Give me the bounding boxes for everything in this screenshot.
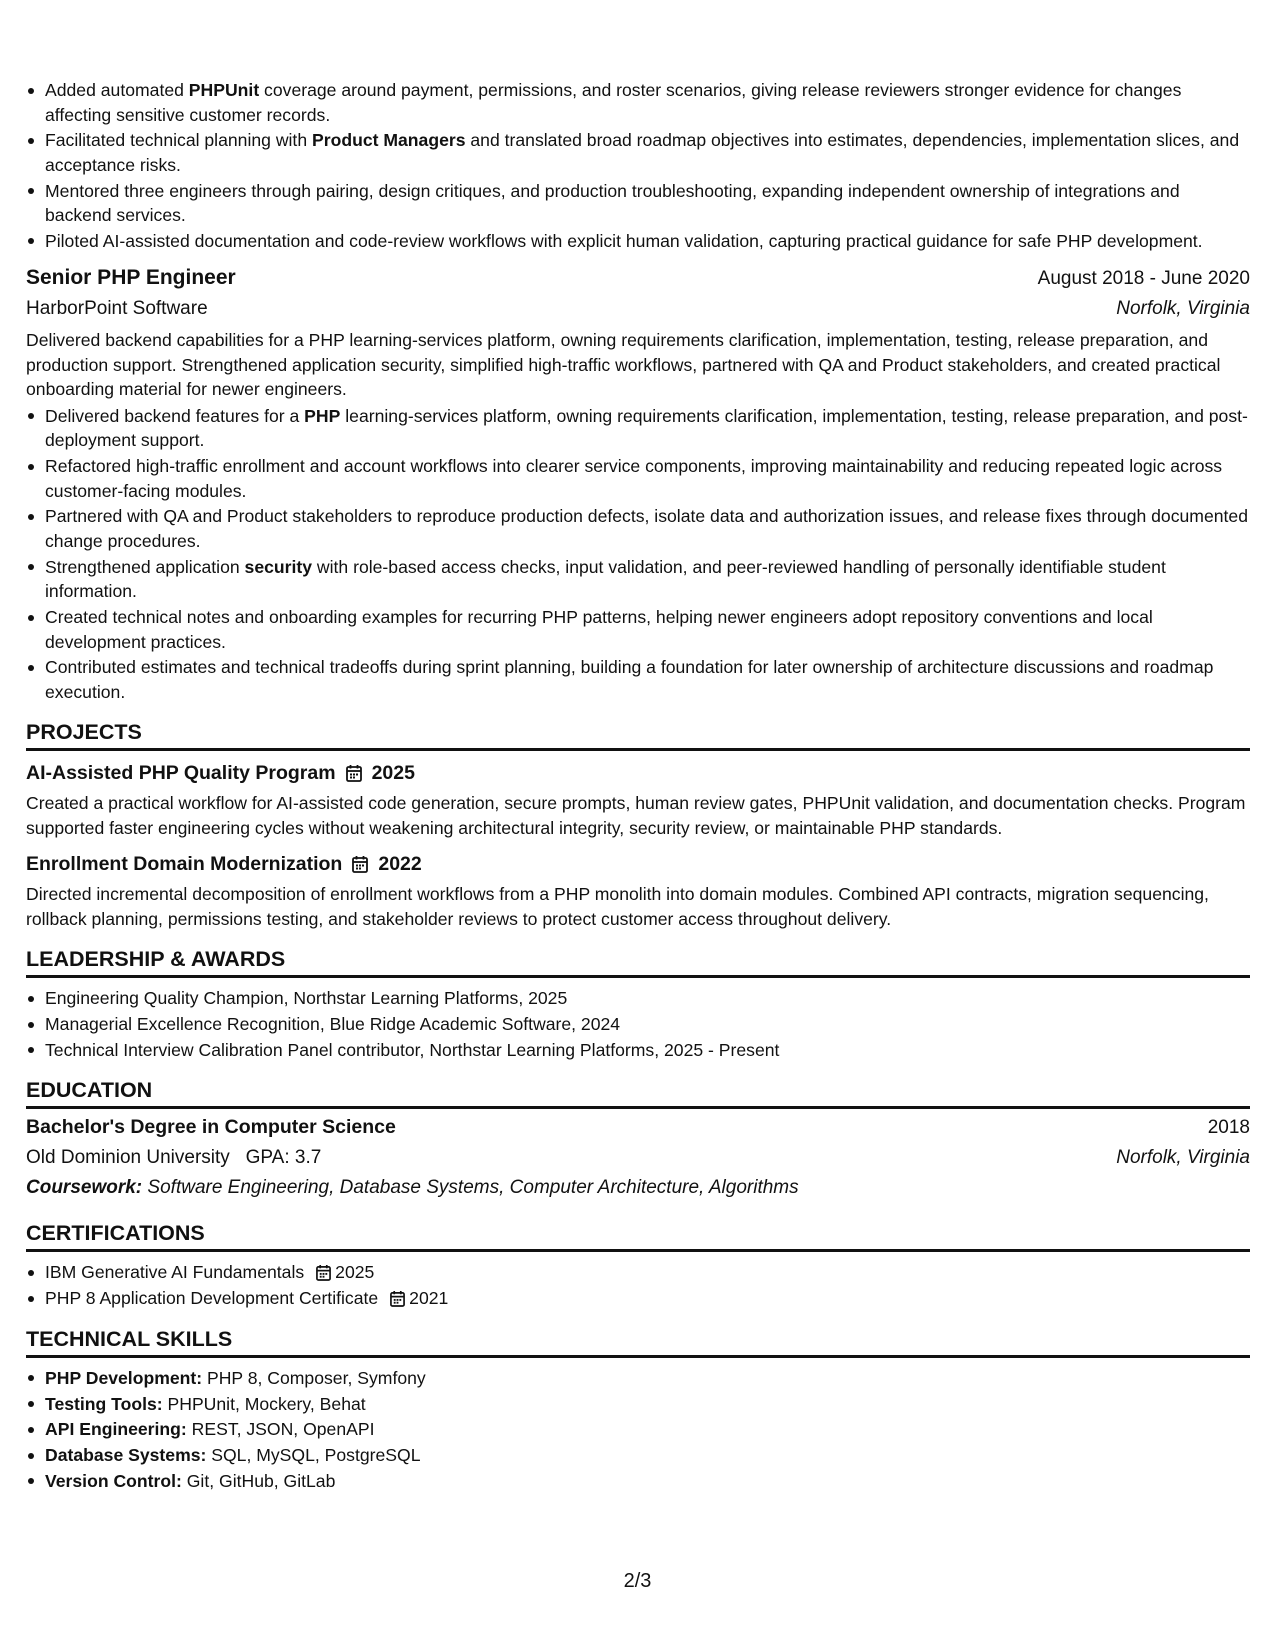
skill-label: API Engineering: (45, 1419, 187, 1440)
gpa: GPA: 3.7 (245, 1147, 322, 1169)
section-heading: TECHNICAL SKILLS (26, 1325, 1250, 1358)
skill-value: REST, JSON, OpenAPI (191, 1419, 375, 1440)
job-entry (26, 263, 1250, 704)
cert-name: IBM Generative AI Fundamentals (45, 1262, 305, 1283)
skill-value: SQL, MySQL, PostgreSQL (211, 1445, 421, 1466)
calendar-icon (352, 855, 368, 873)
job-location: Norfolk, Virginia (1116, 298, 1250, 320)
list-item (45, 1286, 1250, 1311)
project-year: 2022 (378, 853, 422, 876)
list-item (45, 1469, 1250, 1494)
certifications-section (26, 1219, 1250, 1310)
project-entry (26, 850, 1250, 931)
list-item: Contributed estimates and technical tradeoffs during sprint planning, building a foundation for later ownership of architecture discussions and roadmap execution. (45, 655, 1250, 704)
skill-label: Testing Tools: (45, 1393, 163, 1414)
list-item: Piloted AI-assisted documentation and code-review workflows with explicit human validation, capturing practical guidance for safe PHP development. (45, 229, 1250, 254)
skill-value: PHPUnit, Mockery, Behat (167, 1393, 366, 1414)
list-item: Delivered backend features for a PHP learning-services platform, owning requirements clarification, implementation, testing, release preparation, and post-deployment support. (45, 404, 1250, 453)
project-description: Directed incremental decomposition of enrollment workflows from a PHP monolith into domain modules. Combined API contracts, migration sequencing, rollback planning, permissions testing, and stakeholder reviews to protect customer access throughout delivery. (26, 884, 1209, 929)
list-item (45, 1443, 1250, 1468)
projects-section (26, 718, 1250, 931)
job-company: HarborPoint Software (26, 298, 208, 320)
calendar-icon (390, 1290, 405, 1307)
skill-label: Version Control: (45, 1470, 182, 1491)
project-year: 2025 (371, 762, 415, 785)
skills-list (26, 1366, 1250, 1494)
skill-value: PHP 8, Composer, Symfony (206, 1367, 426, 1388)
list-item (45, 1260, 1250, 1285)
skill-value: Git, GitHub, GitLab (186, 1470, 336, 1491)
list-item: Managerial Excellence Recognition, Blue Ridge Academic Software, 2024 (45, 1012, 1250, 1037)
list-item: Mentored three engineers through pairing, design critiques, and production troubleshooting, expanding independent ownership of integrations and backend services. (45, 179, 1250, 228)
section-heading: PROJECTS (26, 718, 1250, 751)
cert-year: 2025 (335, 1262, 375, 1283)
school-line (26, 1143, 321, 1173)
calendar-icon (316, 1264, 331, 1281)
project-entry (26, 759, 1250, 840)
skill-label: PHP Development: (45, 1367, 203, 1388)
resume-page (26, 78, 1250, 1495)
project-description: Created a practical workflow for AI-assisted code generation, secure prompts, human review gates, PHPUnit validation, and documentation checks. Program supported faster engineering cycles without weakening architectural integrity, security review, or maintainable PHP standards. (26, 793, 1246, 838)
list-item: Engineering Quality Champion, Northstar Learning Platforms, 2025 (45, 986, 1250, 1011)
section-heading: EDUCATION (26, 1076, 1250, 1109)
previous-job-bullets (26, 78, 1250, 253)
list-item (45, 1392, 1250, 1417)
leadership-section (26, 945, 1250, 1062)
list-item: Refactored high-traffic enrollment and account workflows into clearer service components, improving maintainability and reducing repeated logic across customer-facing modules. (45, 454, 1250, 503)
degree: Bachelor's Degree in Computer Science (26, 1116, 396, 1139)
project-name: Enrollment Domain Modernization (26, 853, 343, 876)
job-title: Senior PHP Engineer (26, 266, 236, 290)
list-item: Created technical notes and onboarding examples for recurring PHP patterns, helping newer engineers adopt repository conventions and local development practices. (45, 605, 1250, 654)
job-summary: Delivered backend capabilities for a PHP learning-services platform, owning requirements clarification, implementation, testing, release preparation, and production support. Strengthened application security, simplified high-traffic workflows, partnered with QA and Product stakeholders, and created practical onboarding material for newer engineers. (26, 330, 1221, 400)
school-name: Old Dominion University (26, 1147, 230, 1169)
coursework-list: Software Engineering, Database Systems, Computer Architecture, Algorithms (147, 1177, 799, 1199)
cert-year: 2021 (409, 1288, 449, 1309)
section-heading: CERTIFICATIONS (26, 1219, 1250, 1252)
project-name: AI-Assisted PHP Quality Program (26, 762, 336, 785)
skill-label: Database Systems: (45, 1445, 207, 1466)
list-item (45, 1417, 1250, 1442)
education-section (26, 1076, 1250, 1203)
skills-section (26, 1325, 1250, 1494)
list-item: Partnered with QA and Product stakeholders to reproduce production defects, isolate data and authorization issues, and release fixes through documented change procedures. (45, 504, 1250, 553)
list-item: Technical Interview Calibration Panel contributor, Northstar Learning Platforms, 2025 - Present (45, 1038, 1250, 1063)
job-dates: August 2018 - June 2020 (1037, 268, 1250, 290)
calendar-icon (346, 764, 362, 782)
list-item: Added automated PHPUnit coverage around payment, permissions, and roster scenarios, giving release reviewers stronger evidence for changes affecting sensitive customer records. (45, 78, 1250, 127)
page-number: 2/3 (623, 1570, 652, 1592)
coursework (26, 1173, 1250, 1203)
school-location: Norfolk, Virginia (1116, 1147, 1250, 1169)
list-item: Facilitated technical planning with Product Managers and translated broad roadmap objectives into estimates, dependencies, implementation slices, and acceptance risks. (45, 128, 1250, 177)
list-item (45, 1366, 1250, 1391)
cert-name: PHP 8 Application Development Certificate (45, 1288, 379, 1309)
section-heading: LEADERSHIP & AWARDS (26, 945, 1250, 978)
list-item: Strengthened application security with role-based access checks, input validation, and peer-reviewed handling of personally identifiable student information. (45, 555, 1250, 604)
job-bullets (26, 404, 1250, 704)
coursework-label: Coursework: (26, 1177, 143, 1199)
certifications-list (26, 1260, 1250, 1310)
leadership-list (26, 986, 1250, 1062)
graduation-year: 2018 (1207, 1117, 1250, 1139)
